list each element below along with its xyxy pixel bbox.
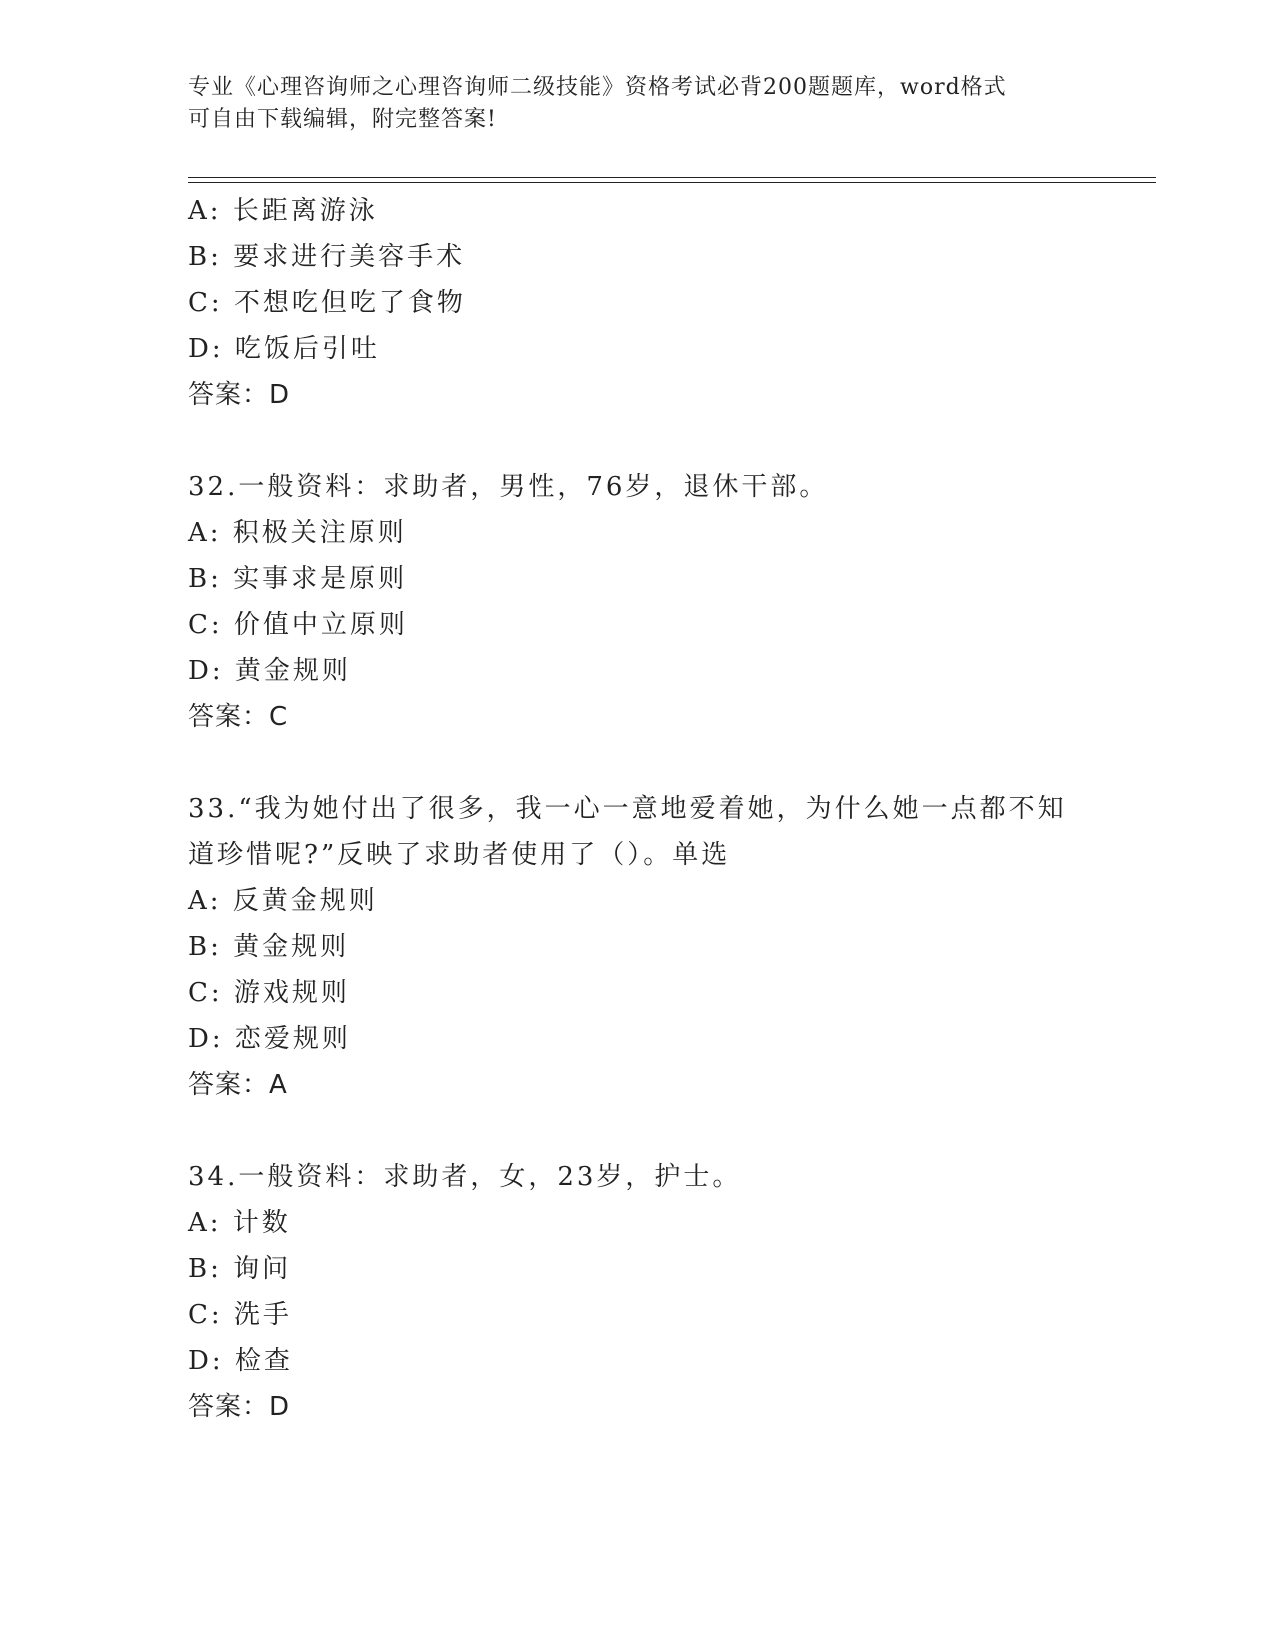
option-c: C: 洗手 [188,1300,292,1330]
option-b: B: 黄金规则 [188,932,350,962]
option-c: C: 游戏规则 [188,978,350,1008]
spacer [188,1108,1088,1154]
question-33 [188,786,1088,1108]
option-d: D: 吃饭后引吐 [188,334,380,364]
option-a: A: 积极关注原则 [188,518,407,548]
question-stem-line-2: 道珍惜呢?”反映了求助者使用了（）。单选 [188,840,731,870]
option-d: D: 黄金规则 [188,656,351,686]
document-header [188,72,1068,136]
question-34 [188,1154,1088,1430]
spacer [188,740,1088,786]
option-b: B: 要求进行美容手术 [188,242,466,272]
option-b: B: 实事求是原则 [188,564,408,594]
question-stem: 32.一般资料：求助者，男性，76岁，退休干部。 [188,472,829,502]
option-d: D: 检查 [188,1346,293,1376]
option-c: C: 不想吃但吃了食物 [188,288,466,318]
option-c: C: 价值中立原则 [188,610,408,640]
option-d: D: 恋爱规则 [188,1024,351,1054]
question-stem-line-1: 33.“我为她付出了很多，我一心一意地爱着她，为什么她一点都不知 [188,794,1067,824]
option-a: A: 反黄金规则 [188,886,378,916]
header-title-line-1: 专业《心理咨询师之心理咨询师二级技能》资格考试必背200题题库，word格式 [188,75,1007,100]
answer-key: 答案：D [188,380,291,410]
question-31 [188,188,1088,418]
option-a: A: 计数 [188,1208,291,1238]
header-divider-top [188,177,1156,178]
answer-key: 答案：A [188,1070,288,1100]
spacer [188,418,1088,464]
option-a: A: 长距离游泳 [188,196,378,226]
header-title-line-2: 可自由下载编辑，附完整答案! [188,107,497,132]
header-divider-bottom [188,182,1156,183]
question-32 [188,464,1088,740]
question-list [188,188,1088,1430]
option-b: B: 询问 [188,1254,292,1284]
answer-key: 答案：C [188,702,289,732]
question-stem: 34.一般资料：求助者，女，23岁，护士。 [188,1162,742,1192]
answer-key: 答案：D [188,1392,291,1422]
